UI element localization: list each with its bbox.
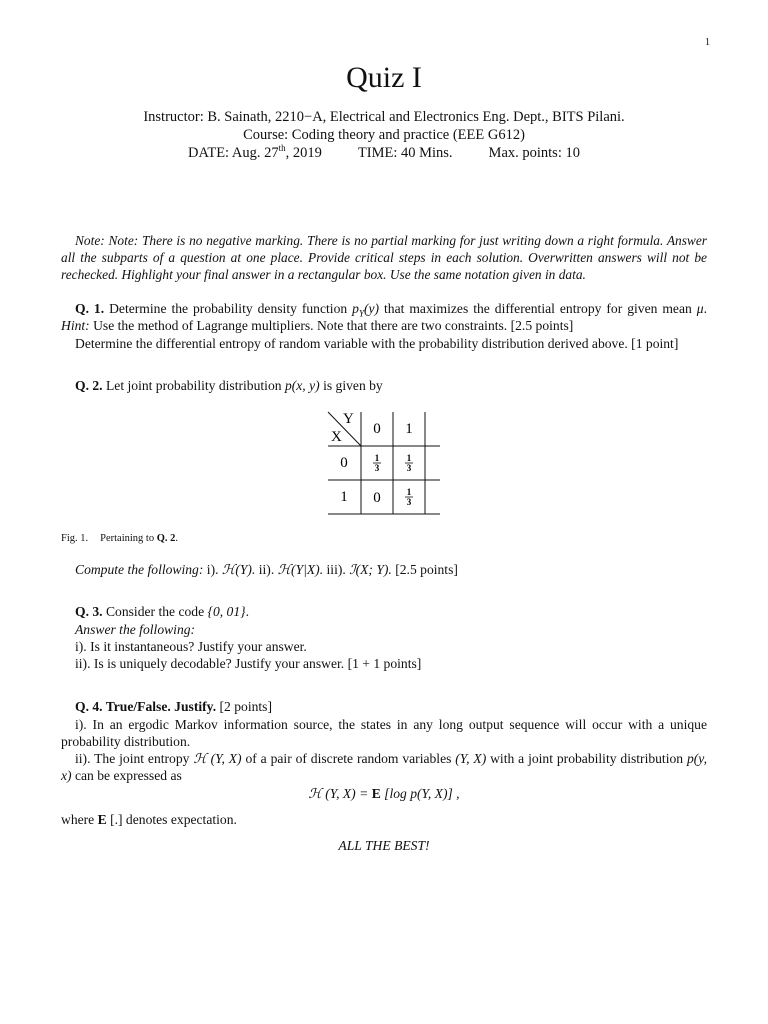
table-row-1-label: 1 bbox=[340, 489, 348, 505]
q4-item-ii: ii). The joint entropy ℋ (Y, X) of a pair of discrete random variables (Y, X) with a joint probability distribution p(y, x) can be expressed as bbox=[61, 751, 707, 783]
course-line: Course: Coding theory and practice (EEE G612) bbox=[243, 127, 525, 143]
svg-text:1: 1 bbox=[406, 487, 412, 497]
page-title: Quiz I bbox=[346, 61, 422, 94]
question-4: Q. 4. True/False. Justify. [2 points] bbox=[75, 699, 272, 714]
cell-1-0: 0 bbox=[373, 490, 381, 506]
joint-distribution-table bbox=[320, 408, 450, 518]
table-row-header: X bbox=[331, 429, 342, 445]
q4-label: Q. 4. True/False. Justify. bbox=[75, 699, 217, 714]
svg-text:1: 1 bbox=[406, 453, 412, 463]
question-1: Q. 1. Determine the probability density function $p_Y(y)$ that maximizes the differential entropy for given mean μ. Hint: Use the method of Lagrange multipliers. Note that there are two constraints. [2.5 points] bbox=[61, 301, 707, 333]
q2-label: Q. 2. bbox=[75, 378, 103, 393]
max-points-text: Max. points: 10 bbox=[488, 145, 580, 161]
q3-label: Q. 3. bbox=[75, 604, 103, 619]
svg-text:1: 1 bbox=[374, 453, 380, 463]
q3-item-ii: ii). Is is uniquely decodable? Justify your answer. [1 + 1 points] bbox=[75, 656, 422, 671]
time-text: TIME: 40 Mins. bbox=[357, 145, 453, 161]
q3-answer-label: Answer the following: bbox=[75, 622, 196, 637]
joint-entropy-equation: ℋ (Y, X) = E [log p(Y, X)] , bbox=[308, 786, 460, 801]
table-row-0-label: 0 bbox=[340, 455, 348, 471]
question-3: Q. 3. Consider the code {0, 01}. bbox=[75, 604, 249, 619]
cell-0-0 bbox=[373, 453, 381, 473]
question-2-compute: Compute the following: i). ℋ(Y). ii). ℋ(Y|X). iii). ℐ(X; Y). [2.5 points] bbox=[75, 562, 458, 577]
svg-text:3: 3 bbox=[406, 463, 412, 473]
svg-text:3: 3 bbox=[406, 497, 412, 507]
q4-item-i: i). In an ergodic Markov information source, the states in any long output sequence will occur with a unique probability distribution. bbox=[61, 717, 707, 749]
q3-item-i: i). Is it instantaneous? Justify your answer. bbox=[75, 639, 307, 654]
compute-label: Compute the following: bbox=[75, 562, 204, 577]
question-2: Q. 2. Let joint probability distribution p(x, y) is given by bbox=[75, 378, 383, 393]
svg-text:3: 3 bbox=[374, 463, 380, 473]
instructor-line: Instructor: B. Sainath, 2210−A, Electrical and Electronics Eng. Dept., BITS Pilani. bbox=[143, 109, 625, 125]
closing-text: ALL THE BEST! bbox=[338, 838, 430, 853]
table-col-0: 0 bbox=[373, 421, 381, 437]
cell-1-1 bbox=[405, 487, 413, 507]
q1-hint-label: Hint: bbox=[61, 318, 90, 333]
question-1-part-2: Determine the differential entropy of random variable with the probability distribution derived above. [1 point] bbox=[75, 336, 679, 351]
cell-0-1 bbox=[405, 453, 413, 473]
table-col-1: 1 bbox=[405, 421, 413, 437]
instructions-note: Note: Note: There is no negative marking. There is no partial marking for just writing down a right formula. Answer all the subparts of a question at one place. Provide critical steps in each solution. Overwritten answers will not be rechecked. Highlight your final answer in a rectangular box. Use the same notation given in data. bbox=[61, 233, 707, 282]
date-text: DATE: Aug. 27th, 2019 bbox=[188, 143, 322, 161]
page-number: 1 bbox=[705, 37, 710, 48]
expectation-definition: where E [.] denotes expectation. bbox=[61, 812, 237, 827]
date-time-line bbox=[0, 144, 768, 162]
table-col-header: Y bbox=[343, 411, 354, 427]
q1-label: Q. 1. bbox=[75, 301, 105, 316]
figure-caption: Fig. 1. Pertaining to Q. 2. bbox=[61, 533, 179, 544]
